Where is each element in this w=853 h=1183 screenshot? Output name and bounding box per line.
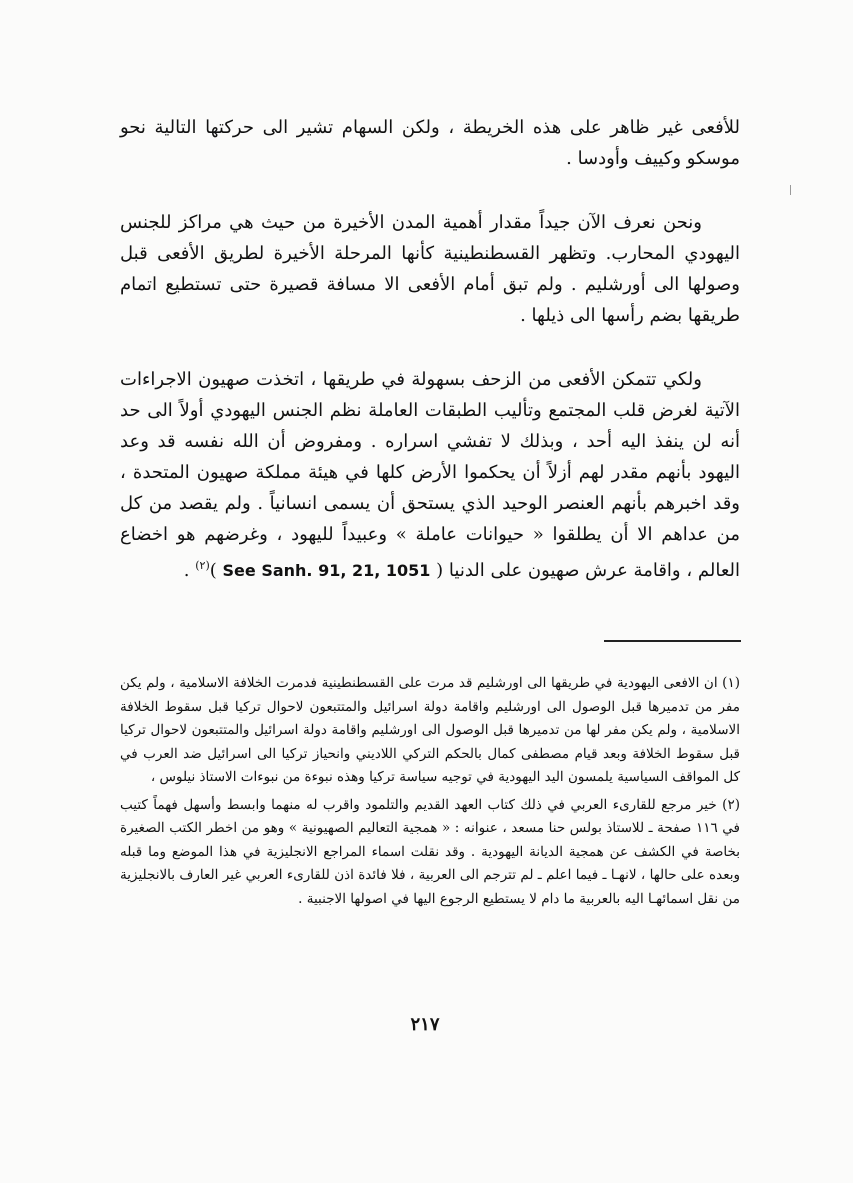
paragraph-3 <box>120 364 740 586</box>
citation-open-paren: ( <box>436 560 444 581</box>
paragraph-1: للأفعى غير ظاهر على هذه الخريطة ، ولكن السهام تشير الى حركتها التالية نحو موسكو وكييف وأودسا . <box>120 117 740 169</box>
footnote-separator <box>604 640 741 642</box>
margin-mark <box>790 185 795 195</box>
citation-close-paren: ) <box>209 560 217 581</box>
footnote-2: (٢) خير مرجع للقارىء العربي في ذلك كتاب العهد القديم والتلمود واقرب له منهما وابسط وأسهل فهماً كتيب في ١١٦ صفحة ـ للاستاذ بولس حنا مسعد ، عنوانه : « همجية التعاليم الصهيونية » وهو من اخطر الكتب الصغيرة بخاصة في الكشف عن همجية الديانة اليهودية . وقد نقلت اسماء المراجع الانجليزية في هذا الموضع وما قبله وبعده على حالها ، لانهـا ـ فيما اعلم ـ لم تترجم الى العربية ، فلا فائدة اذن للقارىء العربي غير العارف بالانجليزية من نقل اسمائهـا اليه بالعربية ما دام لا يستطيع الرجوع اليها في اصولها الاجنبية . <box>120 796 741 907</box>
citation-reference: See Sanh. 91, 21, 1051 <box>222 561 431 580</box>
footnote-ref-2: (٢) <box>195 559 210 572</box>
footnote-1: (١) ان الافعى اليهودية في طريقها الى اورشليم قد مرت على القسطنطينية فدمرت الخلافة الاسلامية ، ولم يكن مفر من تدميرها قبل الوصول الى اورشليم واقامة دولة اسرائيل والمتتبعون لاحوال تركيا قبل سقوط الخلافة الاسلامية ، ولم يكن مفر لها من تدميرها قبل الوصول الى اورشليم واقامة دولة اسرائيل والمتتبعون لاحوال تركيا قبل سقوط الخلافة وبعد قيام مصطفى كمال بالحكم التركي اللاديني وانحياز تركيا الى اسرائيل ضد العرب في كل المواقف السياسية يلمسون اليد اليهودية في توجيه سياسة تركيا وهذه نبوءة من نبوءات الاستاذ نيلوس ، <box>120 675 740 785</box>
paragraph-2-text: ونحن نعرف الآن جيداً مقدار أهمية المدن الأخيرة من حيث هي مراكز للجنس اليهودي المحارب. وتظهر القسطنطينية كأنها المرحلة الأخيرة لطريق الأفعى قبل وصولها الى أورشليم . ولم تبق أمام الأفعى الا مسافة قصيرة حتى تستطيع اتمام طريقها بضم رأسها الى ذيلها . <box>120 212 740 326</box>
page-number: ٢١٧ <box>410 1014 440 1035</box>
footnotes <box>120 672 740 915</box>
paragraph-2 <box>120 207 740 331</box>
paragraph-3-text: ولكي تتمكن الأفعى من الزحف بسهولة في طريقها ، اتخذت صهيون الاجراءات الآتية لغرض قلب المجتمع وتأليب الطبقات العاملة نظم الجنس اليهودي أولاً الى حد أنه لن ينفذ اليه أحد ، وبذلك لا تفشي اسراره . ومفروض أن الله نفسه قد وعد اليهود بأنهم مقدر لهم أزلاً أن يحكموا الأرض كلها في هيئة مملكة صهيون المتحدة ، وقد اخبرهم بأنهم العنصر الوحيد الذي يستحق أن يسمى انسانياً . ولم يقصد من كل من عداهم الا أن يطلقوا « حيوانات عاملة » وعبيداً لليهود ، وغرضهم هو اخضاع العالم ، واقامة عرش صهيون على الدنيا <box>120 369 740 581</box>
end-mark: . <box>183 560 196 581</box>
